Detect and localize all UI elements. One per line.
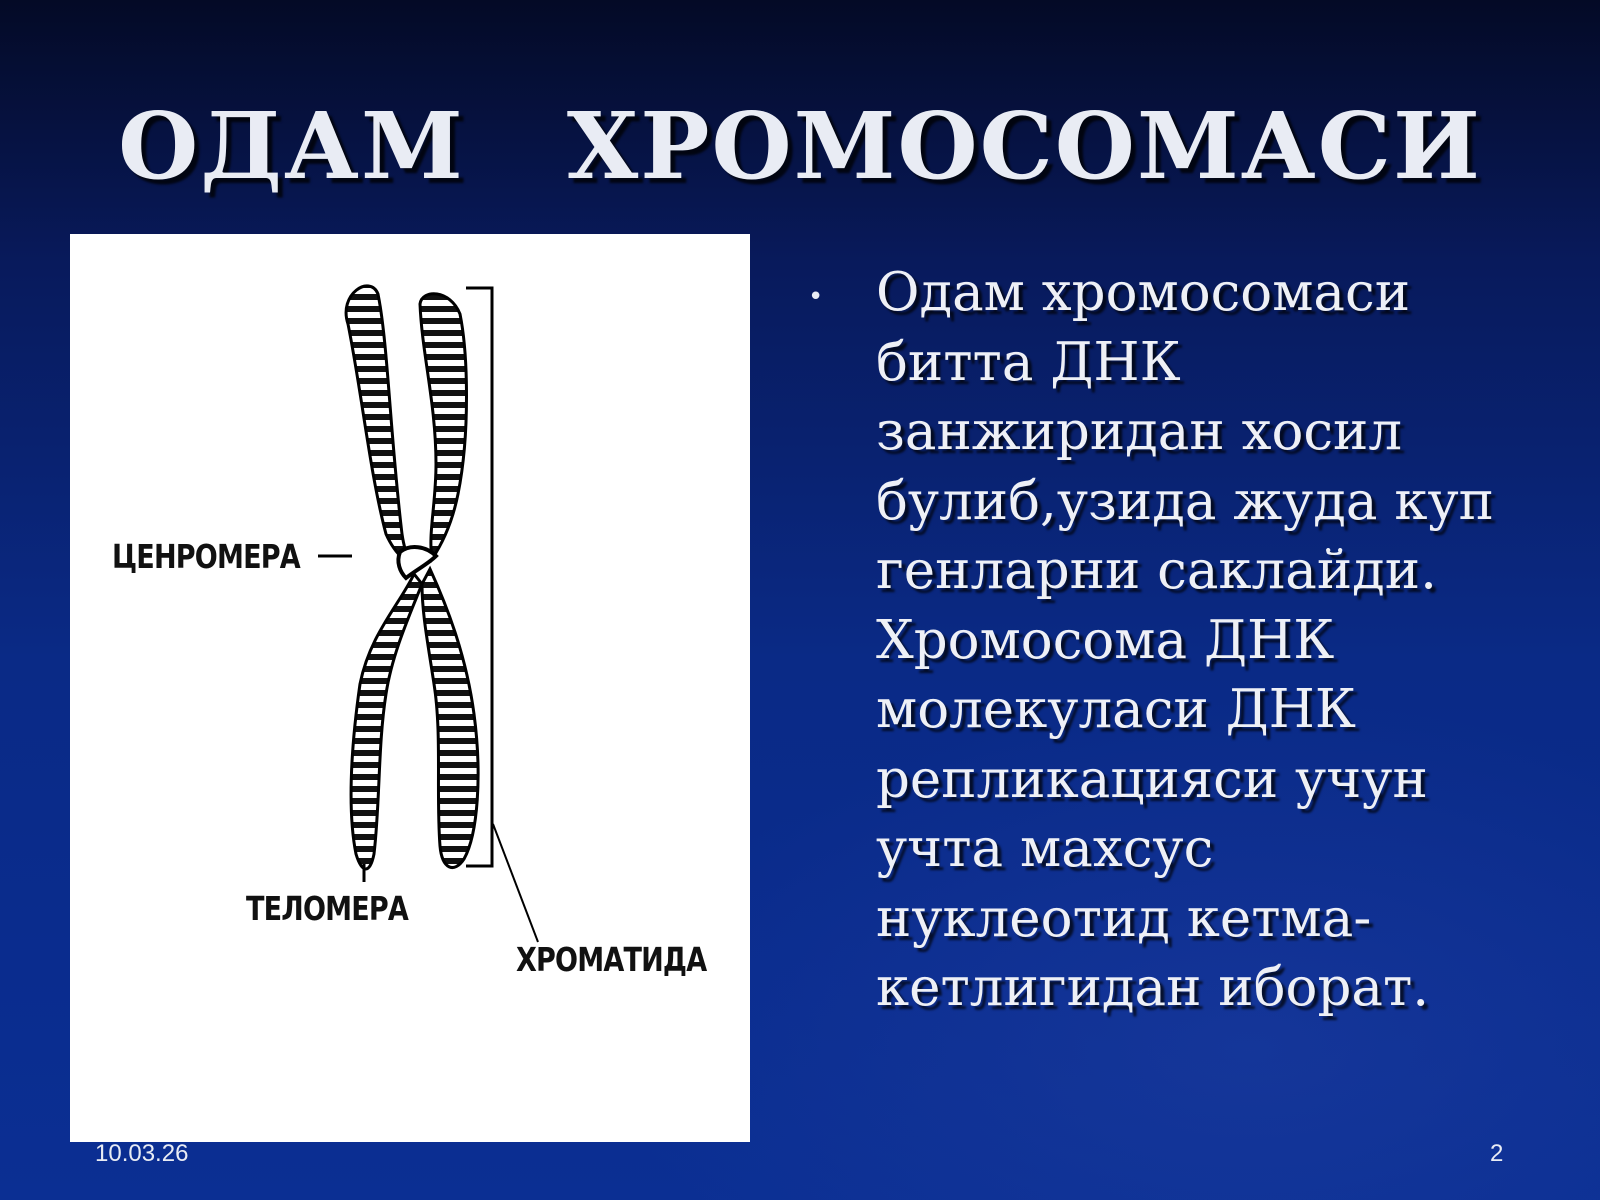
chromatid-label: ХРОМАТИДА	[516, 940, 707, 979]
bullet-line: генларни саклайди.	[876, 540, 1437, 601]
chromosome-figure	[70, 234, 750, 1142]
bullet-text	[876, 258, 1576, 1023]
bullet-line: учта махсус	[876, 818, 1214, 879]
bullet-line: кетлигидан иборат.	[876, 957, 1430, 1018]
chromatid-arm-lower-left	[351, 574, 422, 869]
chromosome-drawing	[70, 234, 750, 1142]
page-number: 2	[1490, 1140, 1504, 1167]
bullet-line: репликацияси учун	[876, 748, 1428, 810]
chromatid-pointer-line	[493, 824, 538, 942]
bullet-line: Одам хромосомаси	[876, 262, 1411, 323]
bullet-line: молекуласи ДНК	[876, 679, 1356, 740]
telomere-label: ТЕЛОМЕРА	[246, 889, 409, 928]
slide-title: ОДАМ ХРОМОСОМАСИ	[118, 92, 1482, 200]
chromatid-arm-upper-left	[346, 286, 422, 565]
footer-date: 10.03.26	[95, 1140, 189, 1167]
bullet-line: битта ДНК	[876, 331, 1181, 393]
bullet-line: занжиридан хосил	[876, 401, 1403, 462]
bullet-line: нуклеотид кетма-	[876, 887, 1372, 949]
chromatid-arm-upper-right	[420, 294, 467, 559]
centromere-label: ЦЕНРОМЕРА	[112, 537, 300, 576]
bullet-marker: •	[808, 282, 824, 312]
chromatid-arm-lower-right	[422, 569, 478, 868]
bullet-line: булиб,узида жуда куп	[876, 470, 1494, 532]
bullet-line: Хромосома ДНК	[876, 609, 1335, 671]
